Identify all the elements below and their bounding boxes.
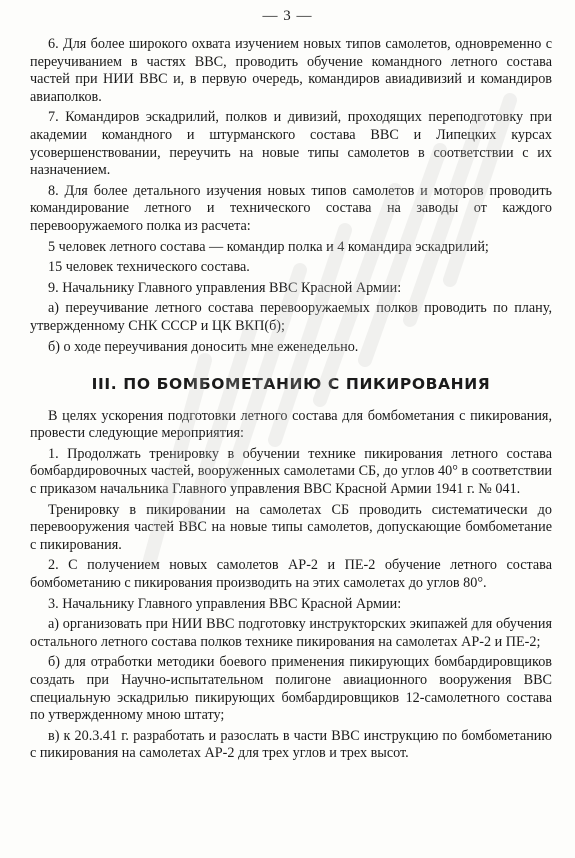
paragraph-section-3-intro: В целях ускорения подготовки летного состава для бомбометания с пикирования, провести следующие мероприятия: [30, 407, 552, 442]
paragraph-item-3a: а) организовать при НИИ ВВС подготовку инструкторских экипажей для обучения остального летного состава полков технике пикирования на самолетах АР-2 и ПЕ-2; [30, 616, 552, 650]
paragraph-item-8: 8. Для более детального изучения новых типов самолетов и моторов проводить командирование летного и технического состава на заводы от каждого перевооружаемого полка из расчета: [30, 182, 552, 234]
paragraph-item-9: 9. Начальнику Главного управления ВВС Красной Армии: [48, 279, 402, 296]
paragraph-item-2: 2. С получением новых самолетов АР-2 и ПЕ-2 обучение летного состава бомбометанию с пикирования производить на этих самолетах до углов 80°. [30, 557, 552, 592]
paragraph-item-9b: б) о ходе переучивания доносить мне еженедельно. [48, 338, 359, 355]
paragraph-item-1: 1. Продолжать тренировку в обучении технике пикирования летного состава бомбардировочных частей, вооруженных самолетами СБ, до углов 40° в соответствии с приказом начальника Главного управления ВВС Красной Армии 1941 г. № 041. [30, 445, 552, 498]
section-heading: III. ПО БОМБОМЕТАНИЮ С ПИКИРОВАНИЯ [91, 375, 491, 394]
paragraph-item-8-flight-crew: 5 человек летного состава — командир полка и 4 командира эскадрилий; [48, 238, 489, 255]
paragraph-item-6: 6. Для более широкого охвата изучением новых типов самолетов, одновременно с переучиванием в частях ВВС, проводить обучение командного летного состава частей при НИИ ВВС и, в первую очередь, командиров авиадивизий и командиров авиаполков. [30, 36, 552, 105]
paragraph-item-8-technical-crew: 15 человек технического состава. [48, 259, 250, 276]
paragraph-item-3: 3. Начальнику Главного управления ВВС Красной Армии: [48, 595, 402, 612]
paragraph-item-7: 7. Командиров эскадрилий, полков и дивизий, проходящих переподготовку при академии командного и штурманского состава ВВС и Липецких курсах усовершенствовании, переучить на новые типы самолетов в соответствии с их назначением. [30, 109, 552, 179]
paragraph-item-3c: в) к 20.3.41 г. разработать и разослать в части ВВС инструкцию по бомбометанию с пикирования на самолетах АР-2 для трех углов и трех высот. [30, 727, 552, 762]
paragraph-item-3b: б) для отработки методики боевого применения пикирующих бомбардировщиков создать при Научно-испытательном полигоне авиационного вооружения ВВС специальную эскадрилью пикирующих бомбардировщиков 12-самолетного состава по утвержденному мною штату; [30, 654, 552, 724]
document-body [30, 36, 552, 766]
paragraph-item-1-training: Тренировку в пикировании на самолетах СБ проводить систематически до перевооружения частей ВВС на новые типы самолетов, допускающие бомбометание с пикирования. [30, 501, 552, 553]
paragraph-item-9a: а) переучивание летного состава перевооружаемых полков проводить по плану, утвержденному СНК СССР и ЦК ВКП(б); [30, 300, 552, 334]
page-number: — 3 — [262, 8, 313, 24]
